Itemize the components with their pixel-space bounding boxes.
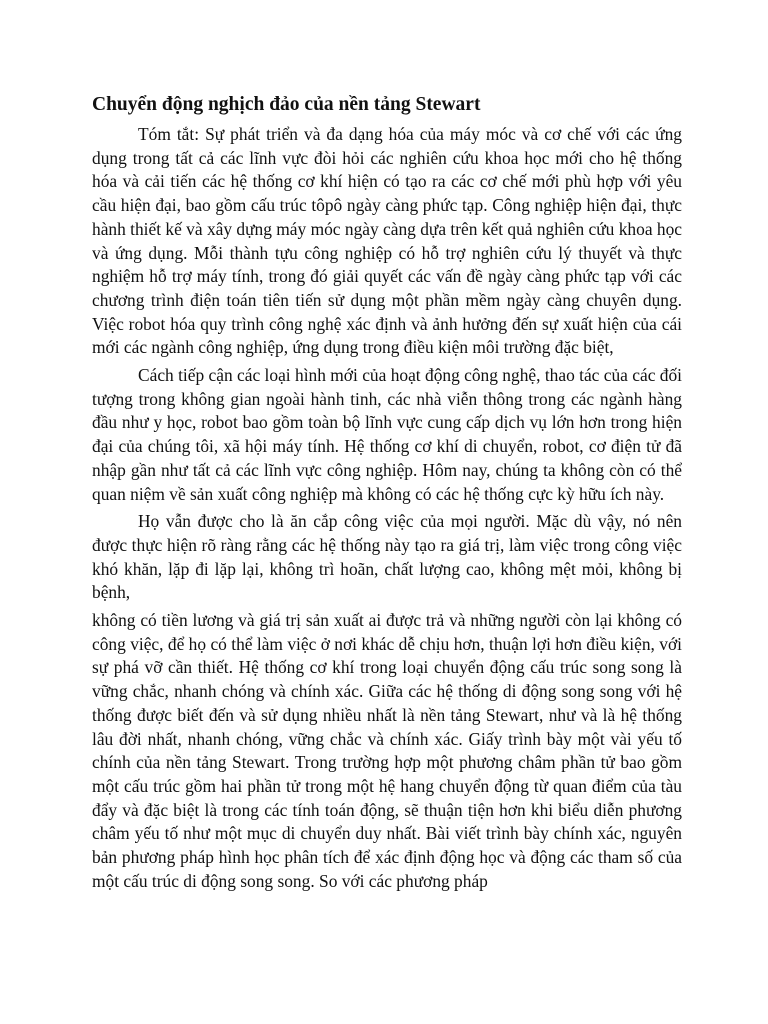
document-body xyxy=(92,93,682,894)
document-title: Chuyển động nghịch đảo của nền tảng Stewart xyxy=(92,94,481,115)
paragraph-jobs: Họ vẫn được cho là ăn cắp công việc của mọi người. Mặc dù vậy, nó nên được thực hiện rõ ràng rằng các hệ thống này tạo ra giá trị, làm việc trong công việc khó khăn, lặp đi lặp lại, không trì hoãn, chất lượng cao, không mệt mỏi, không bị bệnh, xyxy=(92,511,682,603)
paragraph-stewart: không có tiền lương và giá trị sản xuất ai được trả và những người còn lại không có công việc, để họ có thể làm việc ở nơi khác dễ chịu hơn, thuận lợi hơn điều kiện, với sự phá vỡ cần thiết. Hệ thống cơ khí trong loại chuyển động cấu trúc song song là vững chắc, nhanh chóng và chính xác. Giữa các hệ thống di động song song với hệ thống được biết đến và sử dụng nhiều nhất là nền tảng Stewart, như và là hệ thống lâu đời nhất, nhanh chóng, vững chắc và chính xác. Giấy trình bày một vài yếu tố chính của nền tảng Stewart. Trong trường hợp một phương châm phần tử bao gồm một cấu trúc gồm hai phần tử trong một hệ hang chuyển động từ quan điểm của tàu đẩy và đặc biệt là trong các tính toán động, sẽ thuận tiện hơn khi biểu diễn phương châm yếu tố như một mục di chuyển duy nhất. Bài viết trình bày chính xác, nguyên bản phương pháp hình học phân tích để xác định động học và động các tham số của một cấu trúc di động song song. So với các phương pháp xyxy=(92,610,682,891)
paragraph-approach: Cách tiếp cận các loại hình mới của hoạt động công nghệ, thao tác của các đối tượng trong không gian ngoài hành tinh, các nhà viễn thông trong các ngành hàng đầu như y học, robot bao gồm toàn bộ lĩnh vực cung cấp dịch vụ lớn hơn trong hiện đại của chúng tôi, xã hội máy tính. Hệ thống cơ khí di chuyển, robot, cơ điện tử đã nhập gần như tất cả các lĩnh vực công nghiệp. Hôm nay, chúng ta không còn có thể quan niệm về sản xuất công nghiệp mà không có các hệ thống cực kỳ hữu ích này. xyxy=(92,365,682,504)
paragraph-abstract: Tóm tắt: Sự phát triển và đa dạng hóa của máy móc và cơ chế với các ứng dụng trong tất cả các lĩnh vực đòi hỏi các nghiên cứu khoa học mới cho hệ thống hóa và cải tiến các hệ thống cơ khí hiện có tạo ra các cơ chế mới phù hợp với yêu cầu hiện đại, bao gồm cấu trúc tôpô ngày càng phức tạp. Công nghiệp hiện đại, thực hành thiết kế và xây dựng máy móc ngày càng dựa trên kết quả nghiên cứu khoa học và ứng dụng. Mỗi thành tựu công nghiệp có hỗ trợ nghiên cứu lý thuyết và thực nghiệm hỗ trợ máy tính, trong đó giải quyết các vấn đề ngày càng phức tạp với các chương trình điện toán tiên tiến sử dụng một phần mềm ngày càng chuyên dụng. Việc robot hóa quy trình công nghệ xác định và ảnh hưởng đến sự xuất hiện của cái mới các ngành công nghiệp, ứng dụng trong điều kiện môi trường đặc biệt, xyxy=(92,124,682,358)
